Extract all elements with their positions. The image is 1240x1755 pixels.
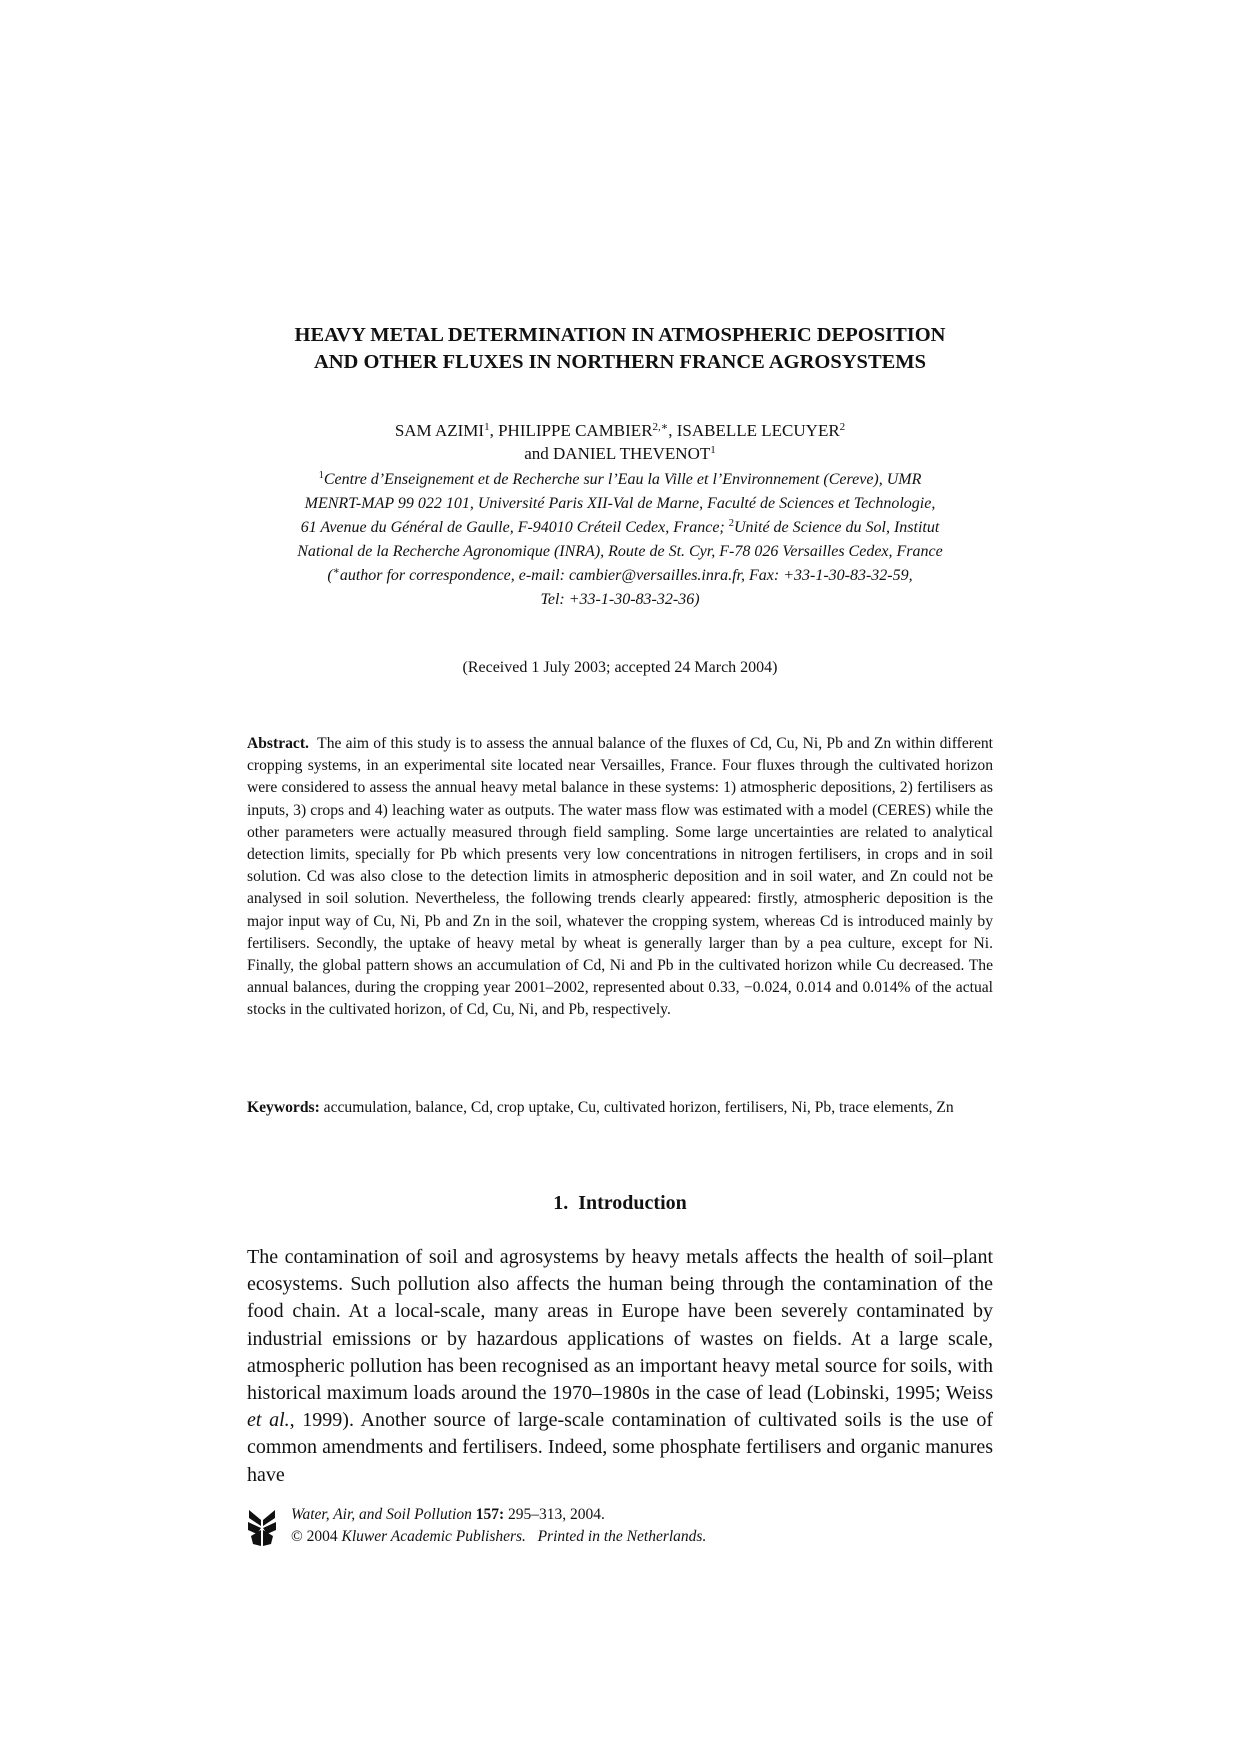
author-name: ISABELLE LECUYER	[676, 421, 840, 440]
author-separator: ,	[489, 421, 499, 440]
authors-line-1	[200, 419, 1040, 442]
author-affil-marker: 2,∗	[652, 421, 669, 433]
affil-marker: 2	[728, 518, 734, 529]
affiliation-text: 61 Avenue du Général de Gaulle, F-94010 Créteil Cedex, France;	[300, 519, 729, 536]
abstract	[247, 733, 993, 1022]
author-affil-marker: 1	[484, 421, 490, 433]
section-title: Introduction	[578, 1192, 687, 1214]
journal-name: Water, Air, and Soil Pollution	[291, 1506, 472, 1523]
affiliation-line: MENRT-MAP 99 022 101, Université Paris XII-Val de Marne, Faculté de Sciences et Technologie,	[304, 495, 936, 512]
affiliation-text: author for correspondence, e-mail: cambier@versailles.inra.fr, Fax: +33-1-30-83-32-59,	[339, 567, 913, 584]
author-conjunction: and	[524, 444, 554, 463]
introduction-paragraph	[247, 1244, 993, 1489]
paragraph-text: , 1999). Another source of large-scale contamination of cultivated soils is the use of common amendments and fertilisers. Indeed, some phosphate fertilisers and organic manures have	[247, 1409, 993, 1486]
affiliation-text: Unité de Science du Sol, Institut	[734, 519, 940, 536]
publisher-name: Kluwer Academic Publishers.	[341, 1528, 526, 1545]
paragraph-text: The contamination of soil and agrosystems by heavy metals affects the health of soil–plant ecosystems. Such pollution also affects the human being through the contamination of the food chain. At a local-scale, many areas in Europe have been severely contaminated by industrial emissions or by hazardous applications of wastes on fields. At a large scale, atmospheric pollution has been recognised as an important heavy metal source for soils, with historical maximum loads around the 1970–1980s in the case of lead (Lobinski, 1995; Weiss	[247, 1246, 993, 1405]
affiliation-line	[230, 564, 1010, 588]
affil-marker: 1	[318, 470, 324, 481]
affiliations	[230, 468, 1010, 612]
author-separator: ,	[668, 421, 677, 440]
abstract-label: Abstract.	[247, 735, 309, 752]
affiliation-line	[230, 516, 1010, 540]
author-name: PHILIPPE CAMBIER	[498, 421, 653, 440]
authors-line-2	[200, 442, 1040, 465]
title-line-1: HEAVY METAL DETERMINATION IN ATMOSPHERIC DEPOSITION	[294, 324, 946, 346]
paper-title	[200, 322, 1040, 376]
affiliation-text: (	[327, 567, 333, 584]
journal-pages: 295–313, 2004.	[504, 1506, 605, 1523]
affiliation-text: Centre d’Enseignement et de Recherche sur l’Eau la Ville et l’Environnement (Cereve), UMR	[323, 471, 922, 488]
journal-citation	[291, 1504, 706, 1526]
author-name: SAM AZIMI	[394, 421, 485, 440]
keywords	[247, 1097, 993, 1119]
publisher-logo-icon	[247, 1508, 277, 1548]
footer-text	[291, 1504, 706, 1548]
section-number: 1.	[553, 1192, 569, 1214]
affiliation-line	[230, 468, 1010, 492]
affiliation-line: Tel: +33-1-30-83-32-36)	[540, 591, 700, 608]
copyright-year: © 2004	[291, 1528, 342, 1545]
abstract-text: The aim of this study is to assess the annual balance of the fluxes of Cd, Cu, Ni, Pb and Zn within different cropping systems, in an experimental site located near Versailles, France. Four fluxes through the cultivated horizon were considered to assess the annual heavy metal balance in these systems: 1) atmospheric depositions, 2) fertilisers as inputs, 3) crops and 4) leaching water as outputs. The water mass flow was estimated with a model (CERES) while the other parameters were actually measured through field sampling. Some large uncertainties are related to analytical detection limits, specially for Pb which presents very low concentrations in nitrogen fertilisers, in crops and in soil solution. Cd was also close to the detection limits in atmospheric deposition and in soil water, and Zn could not be analysed in soil solution. Nevertheless, the following trends clearly appeared: firstly, atmospheric deposition is the major input way of Cu, Ni, Pb and Zn in the soil, whatever the cropping system, whereas Cd is introduced mainly by fertilisers. Secondly, the uptake of heavy metal by wheat is generally larger than by a pea culture, except for Ni. Finally, the global pattern shows an accumulation of Cd, Ni and Pb in the cultivated horizon while Cu decreased. The annual balances, during the cropping year 2001–2002, represented about 0.33, −0.024, 0.014 and 0.014% of the actual stocks in the cultivated horizon, of Cd, Cu, Ni, and Pb, respectively.	[247, 735, 993, 1019]
journal-volume: 157:	[475, 1506, 505, 1523]
author-affil-marker: 1	[710, 444, 716, 456]
keywords-label: Keywords:	[247, 1099, 320, 1116]
printed-in: Printed in the Netherlands.	[537, 1528, 707, 1545]
affil-marker: ∗	[332, 566, 340, 577]
affiliation-line: National de la Recherche Agronomique (INRA), Route de St. Cyr, F-78 026 Versailles Cedex, France	[297, 543, 943, 560]
author-affil-marker: 2	[839, 421, 846, 433]
title-line-2: AND OTHER FLUXES IN NORTHERN FRANCE AGROSYSTEMS	[313, 351, 927, 373]
author-name: DANIEL THEVENOT	[553, 444, 711, 463]
author-list	[200, 419, 1040, 465]
citation-etal: et al.	[247, 1409, 290, 1432]
keywords-text: accumulation, balance, Cd, crop uptake, Cu, cultivated horizon, fertilisers, Ni, Pb, trace elements, Zn	[323, 1099, 954, 1116]
received-dates: (Received 1 July 2003; accepted 24 March 2004)	[462, 659, 778, 676]
section-heading-introduction	[200, 1190, 1040, 1216]
copyright-line	[291, 1526, 706, 1548]
